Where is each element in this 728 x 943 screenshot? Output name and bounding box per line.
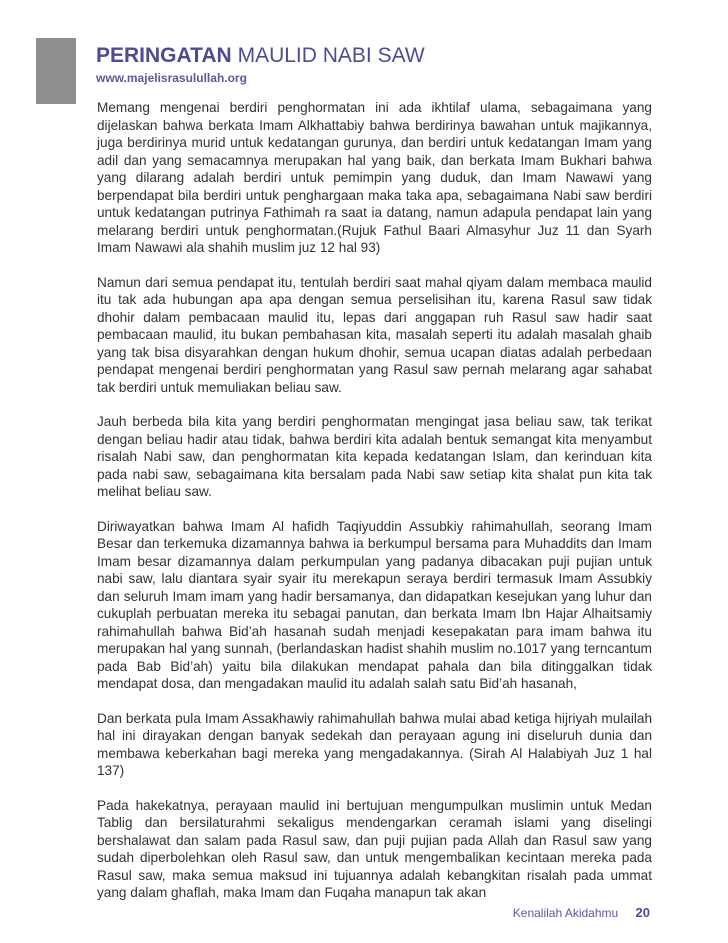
paragraph: Dan berkata pula Imam Assakhawiy rahimahullah bahwa mulai abad ketiga hijriyah mulailah hal ini dirayakan dengan banyak sedekah dan perayaan agung ini diseluruh dunia dan membawa keberkahan bagi mereka yang mengadakannya. (Sirah Al Halabiyah Juz 1 hal 137) — [97, 710, 652, 778]
page-number: 20 — [635, 905, 650, 920]
title-bold: PERINGATAN — [96, 44, 232, 67]
page-footer — [0, 905, 650, 920]
corner-block — [36, 38, 76, 104]
book-title: Kenalilah Akidahmu — [512, 906, 619, 920]
paragraph: Diriwayatkan bahwa Imam Al hafidh Taqiyuddin Assubkiy rahimahullah, seorang Imam Besar dan terkemuka dizamannya bahwa ia berkumpul bersama para Muhaddits dan Imam Imam besar dizamannya dalam perkumpulan yang padanya dibacakan puji pujian untuk nabi saw, lalu diantara syair syair itu merekapun seraya berdiri termasuk Imam Assubkiy dan seluruh Imam imam yang hadir bersamanya, dan didapatkan kesejukan yang luhur dan cukuplah perbuatan mereka itu sebagai panutan, dan berkata Imam Ibn Hajar Alhaitsamiy rahimahullah bahwa Bid’ah hasanah sudah menjadi kesepakatan para imam bahwa itu merupakan hal yang sunnah, (berlandaskan hadist shahih muslim no.1017 yang terncantum pada Bab Bid’ah) yaitu bila dilakukan mendapat pahala dan bila ditinggalkan tidak mendapat dosa, dan mengadakan maulid itu adalah salah satu Bid’ah hasanah, — [97, 518, 652, 691]
paragraph: Pada hakekatnya, perayaan maulid ini bertujuan mengumpulkan muslimin untuk Medan Tablig dan bersilaturahmi sekaligus mendengarkan ceramah islami yang diselingi bershalawat dan salam pada Rasul saw, dan puji pujian pada Allah dan Rasul saw yang sudah diperbolehkan oleh Rasul saw, dan untuk mengembalikan kecintaan mereka pada Rasul saw, maka semua maksud ini tujuannya adalah kebangkitan risalah pada ummat yang dalam ghaflah, maka Imam dan Fuqaha manapun tak akan — [97, 797, 652, 900]
paragraph: Memang mengenai berdiri penghormatan ini ada ikhtilaf ulama, sebagaimana yang dijelaskan bahwa berkata Imam Alkhattabiy bahwa berdirinya bawahan untuk majikannya, juga berdirinya murid untuk kedatangan gurunya, dan berdiri untuk kedatangan Imam yang adil dan yang semacamnya merupakan hal yang baik, dan berkata Imam Bukhari bahwa yang dilarang adalah berdiri untuk pemimpin yang duduk, dan Imam Nawawi yang berpendapat bila berdiri untuk penghargaan maka taka apa, sebagaimana Nabi saw berdiri untuk kedatangan putrinya Fathimah ra saat ia datang, namun adapula pendapat lain yang melarang berdiri untuk penghormatan.(Rujuk Fathul Baari Almasyhur Juz 11 dan Syarh Imam Nawawi ala shahih muslim juz 12 hal 93) — [97, 100, 652, 255]
paragraph: Jauh berbeda bila kita yang berdiri penghormatan mengingat jasa beliau saw, tak terikat dengan beliau hadir atau tidak, bahwa berdiri kita adalah bentuk semangat kita menyambut risalah Nabi saw, dan penghormatan kita kepada kedatangan Islam, dan kerinduan kita pada nabi saw, sebagaimana kita bersalam pada Nabi saw setiap kita shalat pun kita tak melihat beliau saw. — [97, 414, 652, 499]
title-rest: MAULID NABI SAW — [237, 44, 425, 67]
page-title — [96, 44, 425, 68]
website-url: www.majelisrasulullah.org — [96, 71, 247, 85]
body-text — [97, 99, 652, 919]
paragraph: Namun dari semua pendapat itu, tentulah berdiri saat mahal qiyam dalam membaca maulid itu tak ada hubungan apa apa dengan semua perselisihan itu, karena Rasul saw tidak dhohir dalam pembacaan maulid itu, lepas dari anggapan ruh Rasul saw hadir saat pembacaan maulid, itu bukan pembahasan kita, masalah seperti itu adalah masalah ghaib yang tak bisa disyarahkan dengan hukum dhohir, semua ucapan diatas adalah perbedaan pendapat mengenai berdiri penghormatan yang Rasul saw pernah melarang agar sahabat tak berdiri untuk memuliakan beliau saw. — [97, 274, 652, 395]
page-header — [96, 44, 425, 85]
